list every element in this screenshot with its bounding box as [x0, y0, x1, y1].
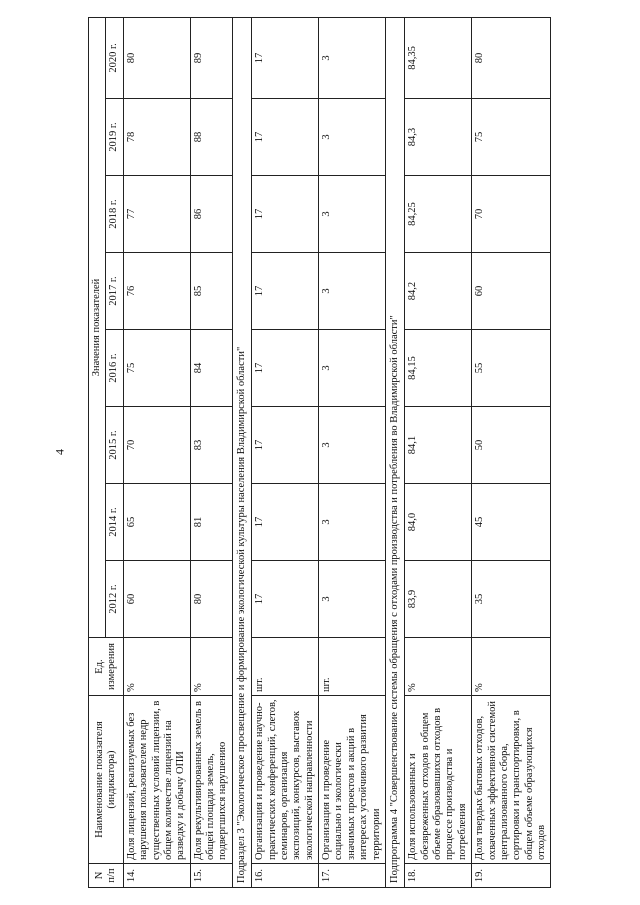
value-cell: 17	[252, 561, 319, 638]
header-row-1	[89, 17, 106, 887]
year-header: 2018 г.	[106, 176, 123, 253]
value-cell: 75	[123, 330, 190, 407]
value-cell: 81	[190, 484, 232, 561]
year-header: 2015 г.	[106, 407, 123, 484]
value-cell: 3	[319, 484, 386, 561]
row-number: 18.	[405, 864, 472, 888]
value-cell: 78	[123, 99, 190, 176]
table-row	[190, 17, 232, 887]
indicator-name: Доля использованных и обезвреженных отходов в общем объеме образовавшихся отходов в процессе производства и потребления	[405, 696, 472, 864]
indicator-name: Доля рекультивированных земель в общей площади земель, подвергшихся нарушению	[190, 696, 232, 864]
value-cell: 89	[190, 17, 232, 98]
value-cell: 80	[123, 17, 190, 98]
value-cell: 84,1	[405, 407, 472, 484]
value-cell: 3	[319, 17, 386, 98]
value-cell: 84,35	[405, 17, 472, 98]
value-cell: 70	[123, 407, 190, 484]
section-row	[232, 17, 251, 887]
table-row	[123, 17, 190, 887]
value-cell: 55	[472, 330, 551, 407]
value-cell: 84,15	[405, 330, 472, 407]
value-cell: 60	[123, 561, 190, 638]
indicator-name: Организация и проведение научно-практических конференций, слетов, семинаров, организация экспозиций, конкурсов, выставок экологической направленности	[252, 696, 319, 864]
value-cell: 80	[472, 17, 551, 98]
value-cell: 60	[472, 253, 551, 330]
value-cell: 84,2	[405, 253, 472, 330]
value-cell: 84,25	[405, 176, 472, 253]
year-header: 2016 г.	[106, 330, 123, 407]
year-header: 2019 г.	[106, 99, 123, 176]
unit-cell: %	[190, 638, 232, 696]
table-body	[123, 17, 551, 887]
value-cell: 80	[190, 561, 232, 638]
value-cell: 75	[472, 99, 551, 176]
year-header: 2017 г.	[106, 253, 123, 330]
year-header: 2020 г.	[106, 17, 123, 98]
row-number: 16.	[252, 864, 319, 888]
indicators-table	[88, 17, 551, 888]
indicator-name: Организация и проведение социально и экологически значимых проектов и акций в интересах устойчивого развития территории	[319, 696, 386, 864]
row-number: 19.	[472, 864, 551, 888]
value-cell: 3	[319, 407, 386, 484]
value-cell: 3	[319, 253, 386, 330]
rotated-table-container	[88, 18, 608, 888]
section-title: Подраздел 3 "Экологическое просвещение и формирование экологической культуры населения Владимирской области"	[232, 17, 251, 887]
value-cell: 17	[252, 253, 319, 330]
unit-cell: шт.	[319, 638, 386, 696]
section-row	[385, 17, 404, 887]
unit-cell: %	[123, 638, 190, 696]
value-cell: 17	[252, 17, 319, 98]
row-number: 15.	[190, 864, 232, 888]
value-cell: 83,9	[405, 561, 472, 638]
value-cell: 3	[319, 176, 386, 253]
value-cell: 83	[190, 407, 232, 484]
value-cell: 84,3	[405, 99, 472, 176]
value-cell: 70	[472, 176, 551, 253]
col-unit-header: Ед. измерения	[89, 638, 124, 696]
value-cell: 77	[123, 176, 190, 253]
value-cell: 88	[190, 99, 232, 176]
value-cell: 3	[319, 99, 386, 176]
unit-cell: шт.	[252, 638, 319, 696]
value-cell: 3	[319, 561, 386, 638]
col-name-header: Наименование показателя (индикатора)	[89, 696, 124, 864]
section-title: Подпрограмма 4 "Совершенствование системы обращения с отходами производства и потребления во Владимирской области"	[385, 17, 404, 887]
value-cell: 17	[252, 330, 319, 407]
table-row	[405, 17, 472, 887]
table-row	[472, 17, 551, 887]
table-row	[319, 17, 386, 887]
col-n-header: N п/п	[89, 864, 124, 888]
row-number: 17.	[319, 864, 386, 888]
year-header: 2014 г.	[106, 484, 123, 561]
col-values-header: Значения показателей	[89, 17, 106, 637]
value-cell: 85	[190, 253, 232, 330]
row-number: 14.	[123, 864, 190, 888]
indicator-name: Доля твердых бытовых отходов, охваченных эффективной системой централизованного сбора, сортировки и транспортировки, в общем объеме образующихся отходов	[472, 696, 551, 864]
table-row	[252, 17, 319, 887]
value-cell: 45	[472, 484, 551, 561]
value-cell: 17	[252, 484, 319, 561]
value-cell: 17	[252, 407, 319, 484]
value-cell: 35	[472, 561, 551, 638]
value-cell: 17	[252, 176, 319, 253]
value-cell: 17	[252, 99, 319, 176]
value-cell: 3	[319, 330, 386, 407]
year-header: 2012 г.	[106, 561, 123, 638]
unit-cell: %	[405, 638, 472, 696]
indicator-name: Доля лицензий, реализуемых без нарушения пользователем недр существенных условий лицензии, в общем количестве лицензий на разведку и добычу ОПИ	[123, 696, 190, 864]
value-cell: 84	[190, 330, 232, 407]
unit-cell: %	[472, 638, 551, 696]
value-cell: 76	[123, 253, 190, 330]
value-cell: 65	[123, 484, 190, 561]
value-cell: 84,0	[405, 484, 472, 561]
value-cell: 50	[472, 407, 551, 484]
page-number: 4	[52, 449, 67, 455]
value-cell: 86	[190, 176, 232, 253]
